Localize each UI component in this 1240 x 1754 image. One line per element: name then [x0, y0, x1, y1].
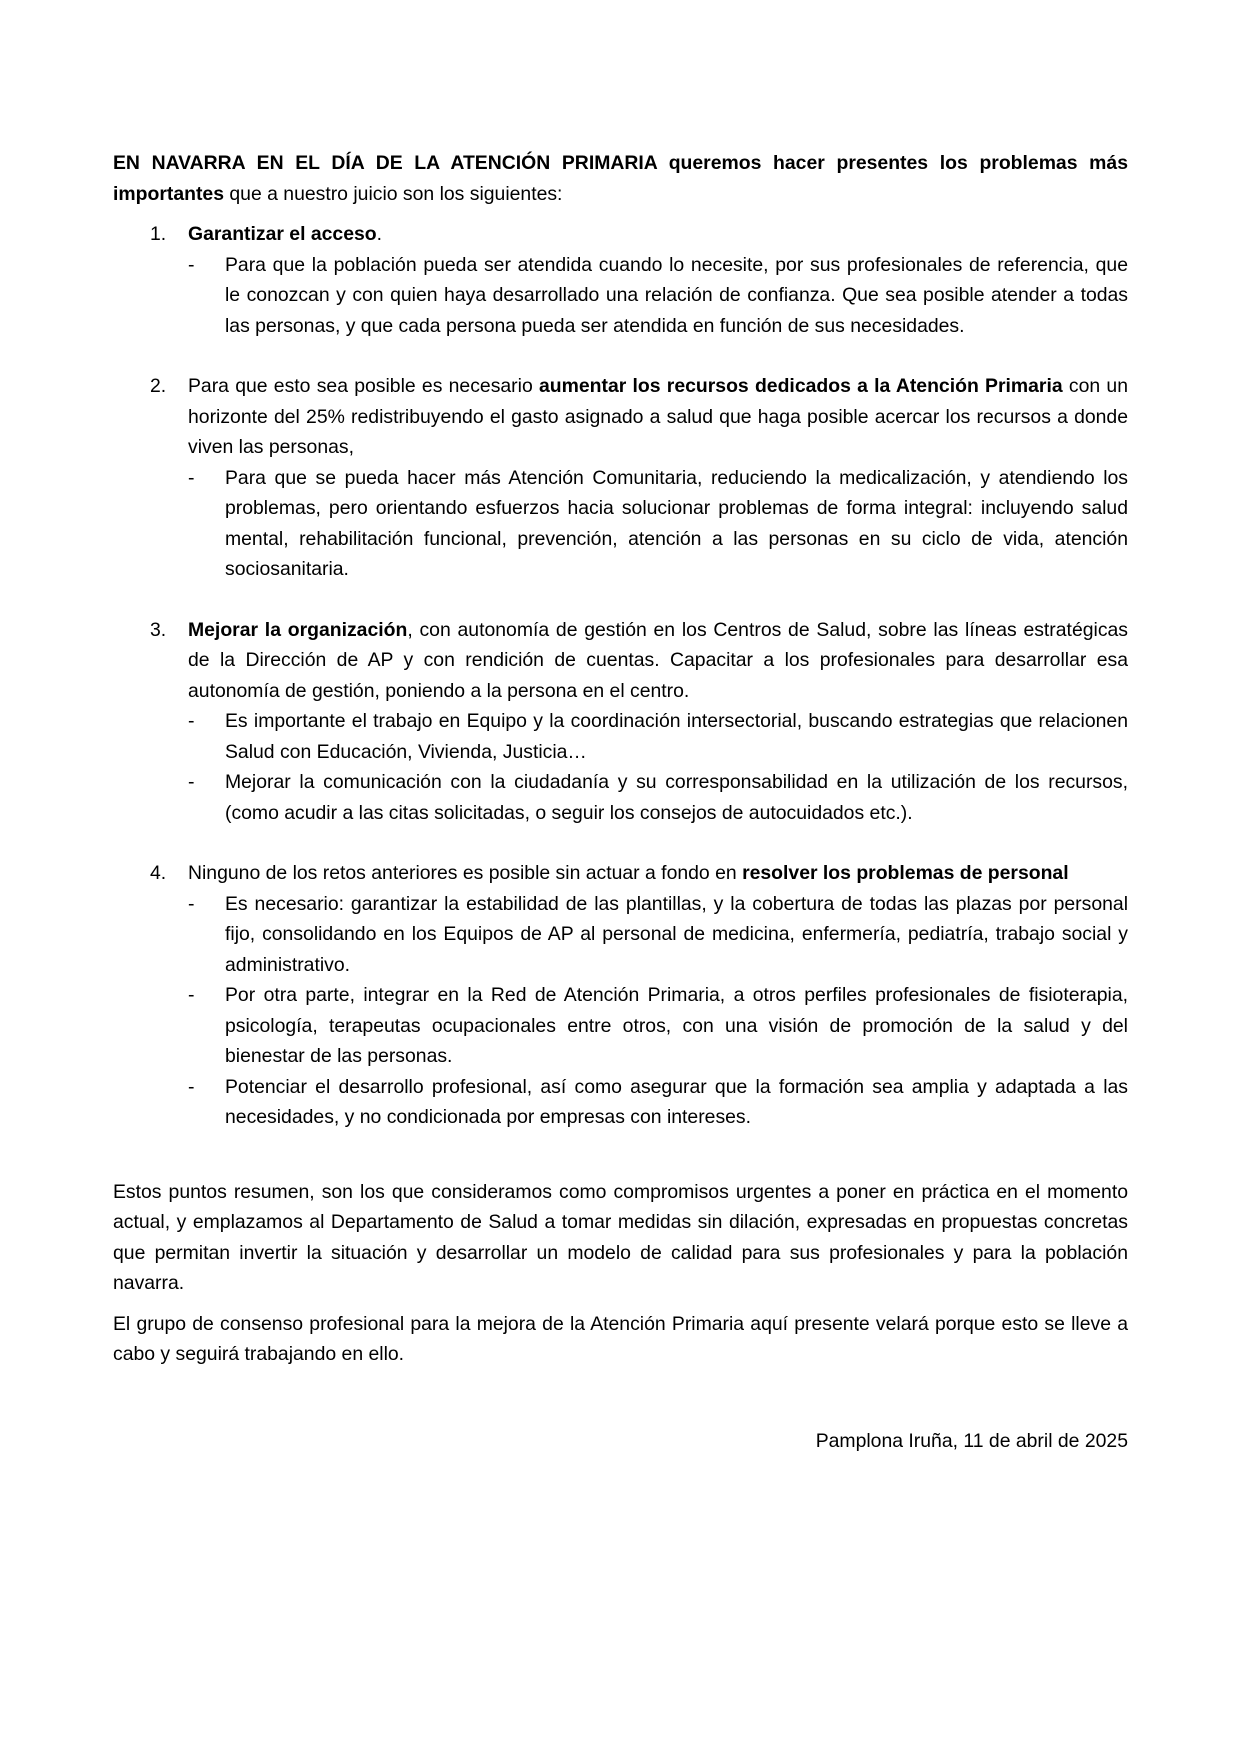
item-bold: aumentar los recursos dedicados a la Atención Primaria — [538, 375, 1063, 397]
sub-item-text: Para que se pueda hacer más Atención Comunitaria, reduciendo la medicalización, y atendiendo los problemas, pero orientando esfuerzos hacia solucionar problemas de forma integral: incluyendo salud mental, rehabilitación funcional, prevención, atención a las personas en su ciclo de vida, atención sociosanitaria. — [225, 466, 1128, 580]
item-rest: con un horizonte del 25% redistribuyendo el gasto asignado a salud que haga posible acercar los recursos a donde viven las personas, — [188, 375, 1128, 458]
sub-item-text: Mejorar la comunicación con la ciudadanía y su corresponsabilidad en la utilización de los recursos, (como acudir a las citas solicitadas, o seguir los consejos de autocuidados etc.). — [225, 771, 1128, 824]
sub-item — [188, 463, 1128, 585]
dash-bullet: - — [188, 984, 195, 1006]
item-number: 2. — [150, 375, 167, 397]
dash-bullet: - — [188, 253, 195, 276]
dash-bullet: - — [188, 1075, 195, 1098]
sub-item-text: Es necesario: garantizar la estabilidad de las plantillas, y la cobertura de todas las plazas por personal fijo, consolidando en los Equipos de AP al personal de medicina, enfermería, pediatría, trabajo social y administrativo. — [225, 892, 1128, 976]
sub-item — [188, 980, 1128, 1072]
item-pre: Ninguno de los retos anteriores es posible sin actuar a fondo en — [188, 862, 743, 884]
item-bold: Mejorar la organización — [188, 618, 408, 641]
list-item-4 — [113, 858, 1128, 1133]
sub-item — [188, 706, 1128, 767]
list-item-3 — [113, 615, 1128, 829]
item-bold: Garantizar el acceso — [188, 223, 377, 245]
sub-item-text: Por otra parte, integrar en la Red de Atención Primaria, a otros perfiles profesionales de fisioterapia, psicología, terapeutas ocupacionales entre otros, con una visión de promoción de la salud y del bienestar de las personas. — [225, 984, 1128, 1067]
list-item-2 — [113, 371, 1128, 585]
intro-paragraph — [113, 148, 1128, 209]
sub-item — [188, 889, 1128, 981]
list-item-1 — [113, 219, 1128, 341]
item-number: 1. — [150, 223, 167, 245]
sub-item — [188, 250, 1128, 342]
closing-paragraph-2: El grupo de consenso profesional para la mejora de la Atención Primaria aquí presente velará porque esto se lleve a cabo y seguirá trabajando en ello. — [113, 1312, 1128, 1365]
sub-item — [188, 1072, 1128, 1133]
item-number: 4. — [150, 862, 167, 884]
closing-paragraph-1: Estos puntos resumen, son los que consideramos como compromisos urgentes a poner en práctica en el momento actual, y emplazamos al Departamento de Salud a tomar medidas sin dilación, expresadas en propuestas concretas que permitan invertir la situación y desarrollar un modelo de calidad para sus profesionales y para la población navarra. — [113, 1180, 1128, 1294]
sub-item — [188, 767, 1128, 828]
dash-bullet: - — [188, 892, 195, 915]
document-page — [113, 148, 1128, 1456]
dash-bullet: - — [188, 710, 195, 732]
sub-item-text: Es importante el trabajo en Equipo y la coordinación intersectorial, buscando estrategias que relacionen Salud con Educación, Vivienda, Justicia… — [225, 710, 1128, 763]
item-bold: resolver los problemas de personal — [742, 862, 1069, 884]
dash-bullet: - — [188, 771, 195, 793]
item-pre: Para que esto sea posible es necesario — [188, 375, 539, 397]
item-rest: , con autonomía de gestión en los Centros de Salud, sobre las líneas estratégicas de la Dirección de AP y con rendición de cuentas. Capacitar a los profesionales para desarrollar esa autonomía de gestión, poniendo a la persona en el centro. — [188, 618, 1128, 702]
intro-bold: EN NAVARRA EN EL DÍA DE LA ATENCIÓN PRIMARIA queremos hacer presentes los problemas más importantes — [113, 152, 1128, 205]
item-number: 3. — [150, 618, 167, 641]
sub-item-text: Potenciar el desarrollo profesional, así como asegurar que la formación sea amplia y adaptada a las necesidades, y no condicionada por empresas con intereses. — [225, 1075, 1128, 1128]
signature-place-date: Pamplona Iruña, 11 de abril de 2025 — [815, 1429, 1128, 1452]
item-rest: . — [376, 223, 383, 245]
sub-item-text: Para que la población pueda ser atendida cuando lo necesite, por sus profesionales de referencia, que le conozcan y con quien haya desarrollado una relación de confianza. Que sea posible atender a todas las personas, y que cada persona pueda ser atendida en función de sus necesidades. — [225, 253, 1128, 337]
dash-bullet: - — [188, 466, 195, 489]
intro-rest: que a nuestro juicio son los siguientes: — [223, 182, 563, 205]
